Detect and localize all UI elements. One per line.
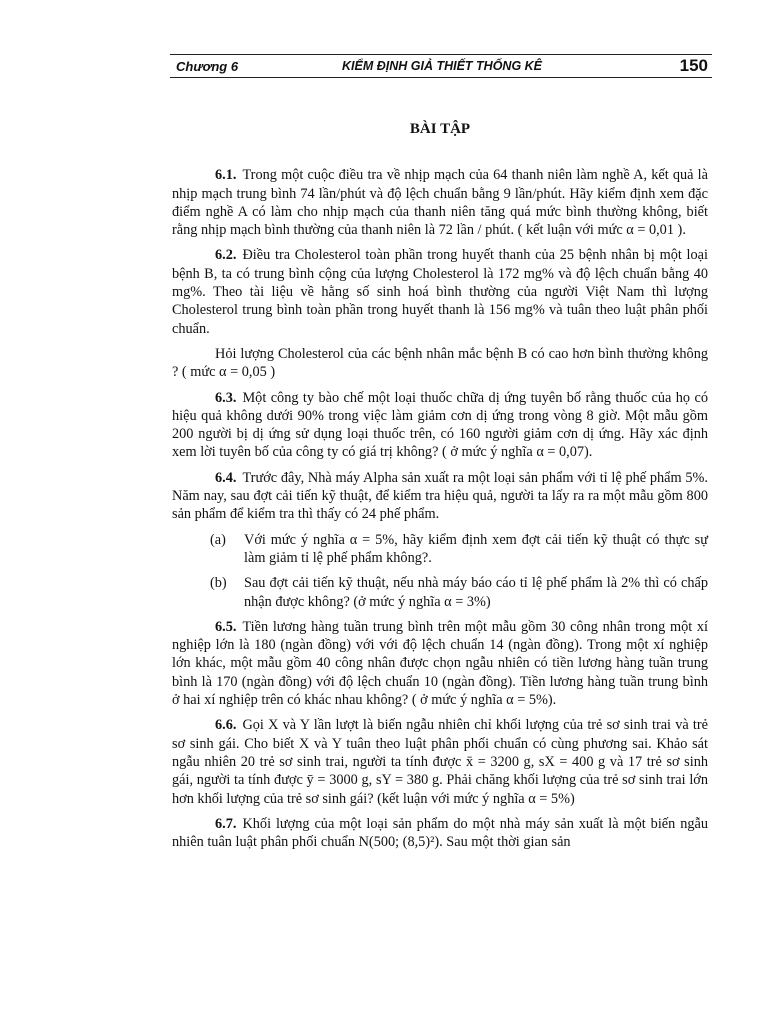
page-content xyxy=(172,120,708,858)
problem-number: 6.7. xyxy=(215,815,237,832)
problem-number: 6.2. xyxy=(215,247,237,264)
problem-paragraph xyxy=(172,166,708,239)
sub-question-text: Sau đợt cải tiến kỹ thuật, nếu nhà máy báo cáo tỉ lệ phế phẩm là 2% thì có chấp nhận được không? (ở mức ý nghĩa α = 3%) xyxy=(244,575,708,610)
sub-question xyxy=(172,574,708,611)
header-bottom-rule xyxy=(170,77,712,78)
problem-6-1 xyxy=(172,166,708,239)
problem-paragraph xyxy=(172,389,708,462)
sub-question-text: Với mức ý nghĩa α = 5%, hãy kiểm định xem đợt cải tiến kỹ thuật có thực sự làm giảm tỉ lệ phế phẩm không?. xyxy=(244,531,708,566)
header-top-rule xyxy=(170,54,712,55)
problem-number: 6.3. xyxy=(215,389,237,406)
problem-number: 6.5. xyxy=(215,618,237,635)
problem-6-6 xyxy=(172,716,708,807)
page-number: 150 xyxy=(679,56,708,75)
sub-question xyxy=(172,531,708,568)
problem-6-3 xyxy=(172,389,708,462)
problem-text: Một công ty bào chế một loại thuốc chữa dị ứng tuyên bố rằng thuốc của họ có hiệu quả không dưới 90% trong việc làm giảm cơn dị ứng trong vòng 8 giờ. Một mẫu gồm 200 người bị dị ứng sử dụng loại thuốc trên, có 160 người giảm cơn dị ứng. Hãy xác định xem lời tuyên bố của công ty có giá trị không? ( ở mức ý nghĩa α = 0,07). xyxy=(172,389,708,461)
problem-text: Gọi X và Y lần lượt là biến ngẫu nhiên chỉ khối lượng của trẻ sơ sinh trai và trẻ sơ sinh gái. Cho biết X và Y tuân theo luật phân phối chuẩn có cùng phương sai. Khảo sát ngẫu nhiên 20 trẻ sơ sinh trai, người ta tính được x̄ = 3200 g, sX = 400 g và 17 trẻ sơ sinh gái, người ta tính được ȳ = 3000 g, sY = 380 g. Phải chăng khối lượng của trẻ sơ sinh trai lớn hơn khối lượng của trẻ sơ sinh gái? (kết luận với mức ý nghĩa α = 5%) xyxy=(172,717,708,807)
problem-6-4 xyxy=(172,469,708,611)
problem-number: 6.6. xyxy=(215,717,237,734)
problem-list xyxy=(172,166,708,851)
problem-text: Hỏi lượng Cholesterol của các bệnh nhân mắc bệnh B có cao hơn bình thường không ? ( mức α = 0,05 ) xyxy=(172,345,708,381)
problem-number: 6.1. xyxy=(215,167,237,184)
problem-paragraph xyxy=(172,246,708,337)
chapter-title: KIỂM ĐỊNH GIẢ THIẾT THỐNG KÊ xyxy=(342,59,542,73)
chapter-label: Chương 6 xyxy=(176,59,239,74)
problem-text: Tiền lương hàng tuần trung bình trên một mẫu gồm 30 công nhân trong một xí nghiệp lớn là 180 (ngàn đồng) với với độ lệch chuẩn 14 (ngàn đồng). Trong một xí nghiệp lớn khác, một mẫu gồm 40 công nhân được chọn ngẫu nhiên có tiền lương hàng tuần trung bình là 170 (ngàn đồng) với độ lệch chuẩn 10 (ngàn đồng). Tiền lương hàng tuần trung bình ở hai xí nghiệp trên có khác nhau không? ( ở mức ý nghĩa α = 5%). xyxy=(172,618,708,709)
problem-paragraph xyxy=(172,618,708,709)
problem-paragraph xyxy=(172,345,708,382)
sub-question-list xyxy=(172,531,708,611)
problem-text: Khối lượng của một loại sản phẩm do một nhà máy sản xuất là một biến ngẫu nhiên tuân luật phân phối chuẩn N(500; (8,5)²). Sau một thời gian sản xyxy=(172,815,708,851)
problem-paragraph xyxy=(172,716,708,807)
problem-text: Trước đây, Nhà máy Alpha sản xuất ra một loại sản phẩm với tỉ lệ phế phẩm 5%. Năm nay, sau đợt cải tiến kỹ thuật, để kiểm tra hiệu quả, người ta lấy ra ra một mẫu gồm 800 sản phẩm để kiểm tra thì thấy có 24 phế phẩm. xyxy=(172,469,708,523)
sub-question-label: (b) xyxy=(210,575,227,592)
page-header xyxy=(170,54,712,78)
sub-question-label: (a) xyxy=(210,531,226,548)
problem-paragraph xyxy=(172,469,708,524)
section-title: BÀI TẬP xyxy=(409,121,471,137)
problem-paragraph xyxy=(172,815,708,852)
problem-6-5 xyxy=(172,618,708,709)
problem-6-7 xyxy=(172,815,708,852)
problem-text: Trong một cuộc điều tra về nhịp mạch của 64 thanh niên làm nghề A, kết quả là nhịp mạch trung bình 74 lần/phút và độ lệch chuẩn bằng 9 lần/phút. Hãy kiểm định xem đặc điểm nghề A có làm cho nhịp mạch của thanh niên tăng quá mức bình thường không, biết rằng nhịp mạch bình thường của thanh niên là 72 lần / phút. ( kết luận với mức α = 0,01 ). xyxy=(172,167,708,239)
problem-number: 6.4. xyxy=(215,469,237,486)
problem-6-2 xyxy=(172,246,708,381)
problem-text: Điều tra Cholesterol toàn phần trong huyết thanh của 25 bệnh nhân bị một loại bệnh B, ta có trung bình cộng của lượng Cholesterol là 172 mg% và độ lệch chuẩn bằng 40 mg%. Theo tài liệu về hằng số sinh hoá bình thường của người Việt Nam thì lượng Cholesterol trung bình toàn phần trong huyết thanh là 156 mg% và tuân theo luật phân phối chuẩn. xyxy=(172,247,708,337)
